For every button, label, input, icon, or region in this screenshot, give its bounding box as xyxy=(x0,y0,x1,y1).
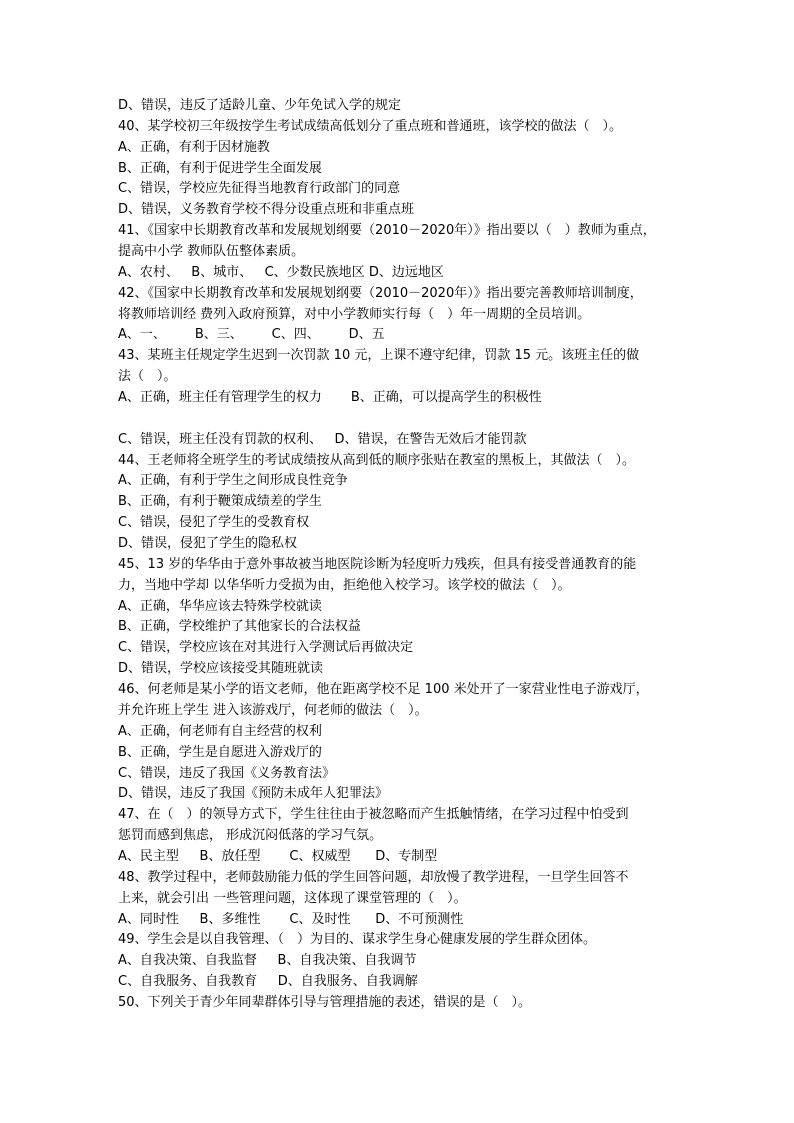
text-line: A、正确，有利于学生之间形成良性竞争 xyxy=(118,473,348,489)
text-line: 49、学生会是以自我管理、（ ）为目的、谋求学生身心健康发展的学生群众团体。 xyxy=(118,932,597,948)
text-line: D、错误，义务教育学校不得分设重点班和非重点班 xyxy=(118,202,415,218)
text-line: C、错误，班主任没有罚款的权利、 D、错误，在警告无效后才能罚款 xyxy=(118,431,527,447)
text-line: 48、教学过程中，老师鼓励能力低的学生回答问题，却放慢了教学进程，一旦学生回答不 xyxy=(118,869,629,885)
text-line: 50、下列关于青少年同辈群体引导与管理措施的表述，错误的是（ ）。 xyxy=(118,994,532,1010)
text-line: A、一、 B、三、 C、四、 D、五 xyxy=(118,327,385,343)
text-line: A、同时性 B、多维性 C、及时性 D、不可预测性 xyxy=(118,911,464,927)
blank-line xyxy=(118,409,688,430)
text-line: A、正确，有利于因材施教 xyxy=(118,139,270,155)
text-line: C、自我服务、自我教育 D、自我服务、自我调解 xyxy=(118,974,418,990)
text-line: 43、某班主任规定学生迟到一次罚款 10 元，上课不遵守纪律，罚款 15 元。该班主任的做 xyxy=(118,348,640,364)
document-page xyxy=(118,96,688,1014)
text-line: 45、13 岁的华华由于意外事故被当地医院诊断为轻度听力残疾，但具有接受普通教育的能 xyxy=(118,556,637,572)
text-line: 提高中小学 教师队伍整体素质。 xyxy=(118,244,305,260)
text-line: D、错误，违反了我国《预防未成年人犯罪法》 xyxy=(118,786,389,802)
text-line: 41、《国家中长期教育改革和发展规划纲要（2010－2020年）》指出要以（ ）教师为重点， xyxy=(118,223,656,239)
text-line: 42、《国家中长期教育改革和发展规划纲要（2010－2020年）》指出要完善教师培训制度， xyxy=(118,285,643,301)
text-line: 44、王老师将全班学生的考试成绩按从高到低的顺序张贴在教室的黑板上，其做法（ ）。 xyxy=(118,452,636,468)
text-line: A、正确，何老师有自主经营的权利 xyxy=(118,723,322,739)
text-line: 47、在（ ）的领导方式下，学生往往由于被忽略而产生抵触情绪，在学习过程中怕受到 xyxy=(118,807,629,823)
text-line: D、错误，侵犯了学生的隐私权 xyxy=(118,536,298,552)
text-line: D、错误，学校应该接受其随班就读 xyxy=(118,661,324,677)
text-line: A、民主型 B、放任型 C、权威型 D、专制型 xyxy=(118,848,438,864)
text-line: C、错误，侵犯了学生的受教育权 xyxy=(118,515,310,531)
text-line: 上来，就会引出 一些管理问题，这体现了课堂管理的（ ）。 xyxy=(118,890,467,906)
text-line: C、错误，违反了我国《义务教育法》 xyxy=(118,765,336,781)
text-line: A、正确，华华应该去特殊学校就读 xyxy=(118,598,322,614)
text-line: 力，当地中学却 以华华听力受损为由，拒绝他入校学习。该学校的做法（ ）。 xyxy=(118,577,571,593)
text-line: B、正确，有利于鞭策成绩差的学生 xyxy=(118,494,322,510)
text-line: 46、何老师是某小学的语文老师，他在距离学校不足 100 米处开了一家营业性电子游戏厅， xyxy=(118,682,649,698)
text-line: A、自我决策、自我监督 B、自我决策、自我调节 xyxy=(118,953,417,969)
text-line: C、错误，学校应先征得当地教育行政部门的同意 xyxy=(118,181,401,197)
text-line: B、正确，学校维护了其他家长的合法权益 xyxy=(118,619,361,635)
text-line: A、正确，班主任有管理学生的权力 B、正确，可以提高学生的积极性 xyxy=(118,390,542,406)
text-line: 40、某学校初三年级按学生考试成绩高低划分了重点班和普通班，该学校的做法（ ）。 xyxy=(118,118,623,134)
text-line: C、错误，学校应该在对其进行入学测试后再做决定 xyxy=(118,640,414,656)
text-line: B、正确，学生是自愿进入游戏厅的 xyxy=(118,744,322,760)
text-line: 法（ ）。 xyxy=(118,369,177,385)
text-line: D、错误，违反了适龄儿童、少年免试入学的规定 xyxy=(118,98,402,113)
text-line: 惩罚而感到焦虑， 形成沉闷低落的学习气氛。 xyxy=(118,828,383,844)
text-line: 并允许班上学生 进入该游戏厅，何老师的做法（ ）。 xyxy=(118,702,428,718)
text-line: 将教师培训经 费列入政府预算，对中小学教师实行每（ ）年一周期的全员培训。 xyxy=(118,306,591,322)
text-line: A、农村、 B、城市、 C、少数民族地区 D、边远地区 xyxy=(118,264,444,280)
text-line: B、正确，有利于促进学生全面发展 xyxy=(118,160,322,176)
